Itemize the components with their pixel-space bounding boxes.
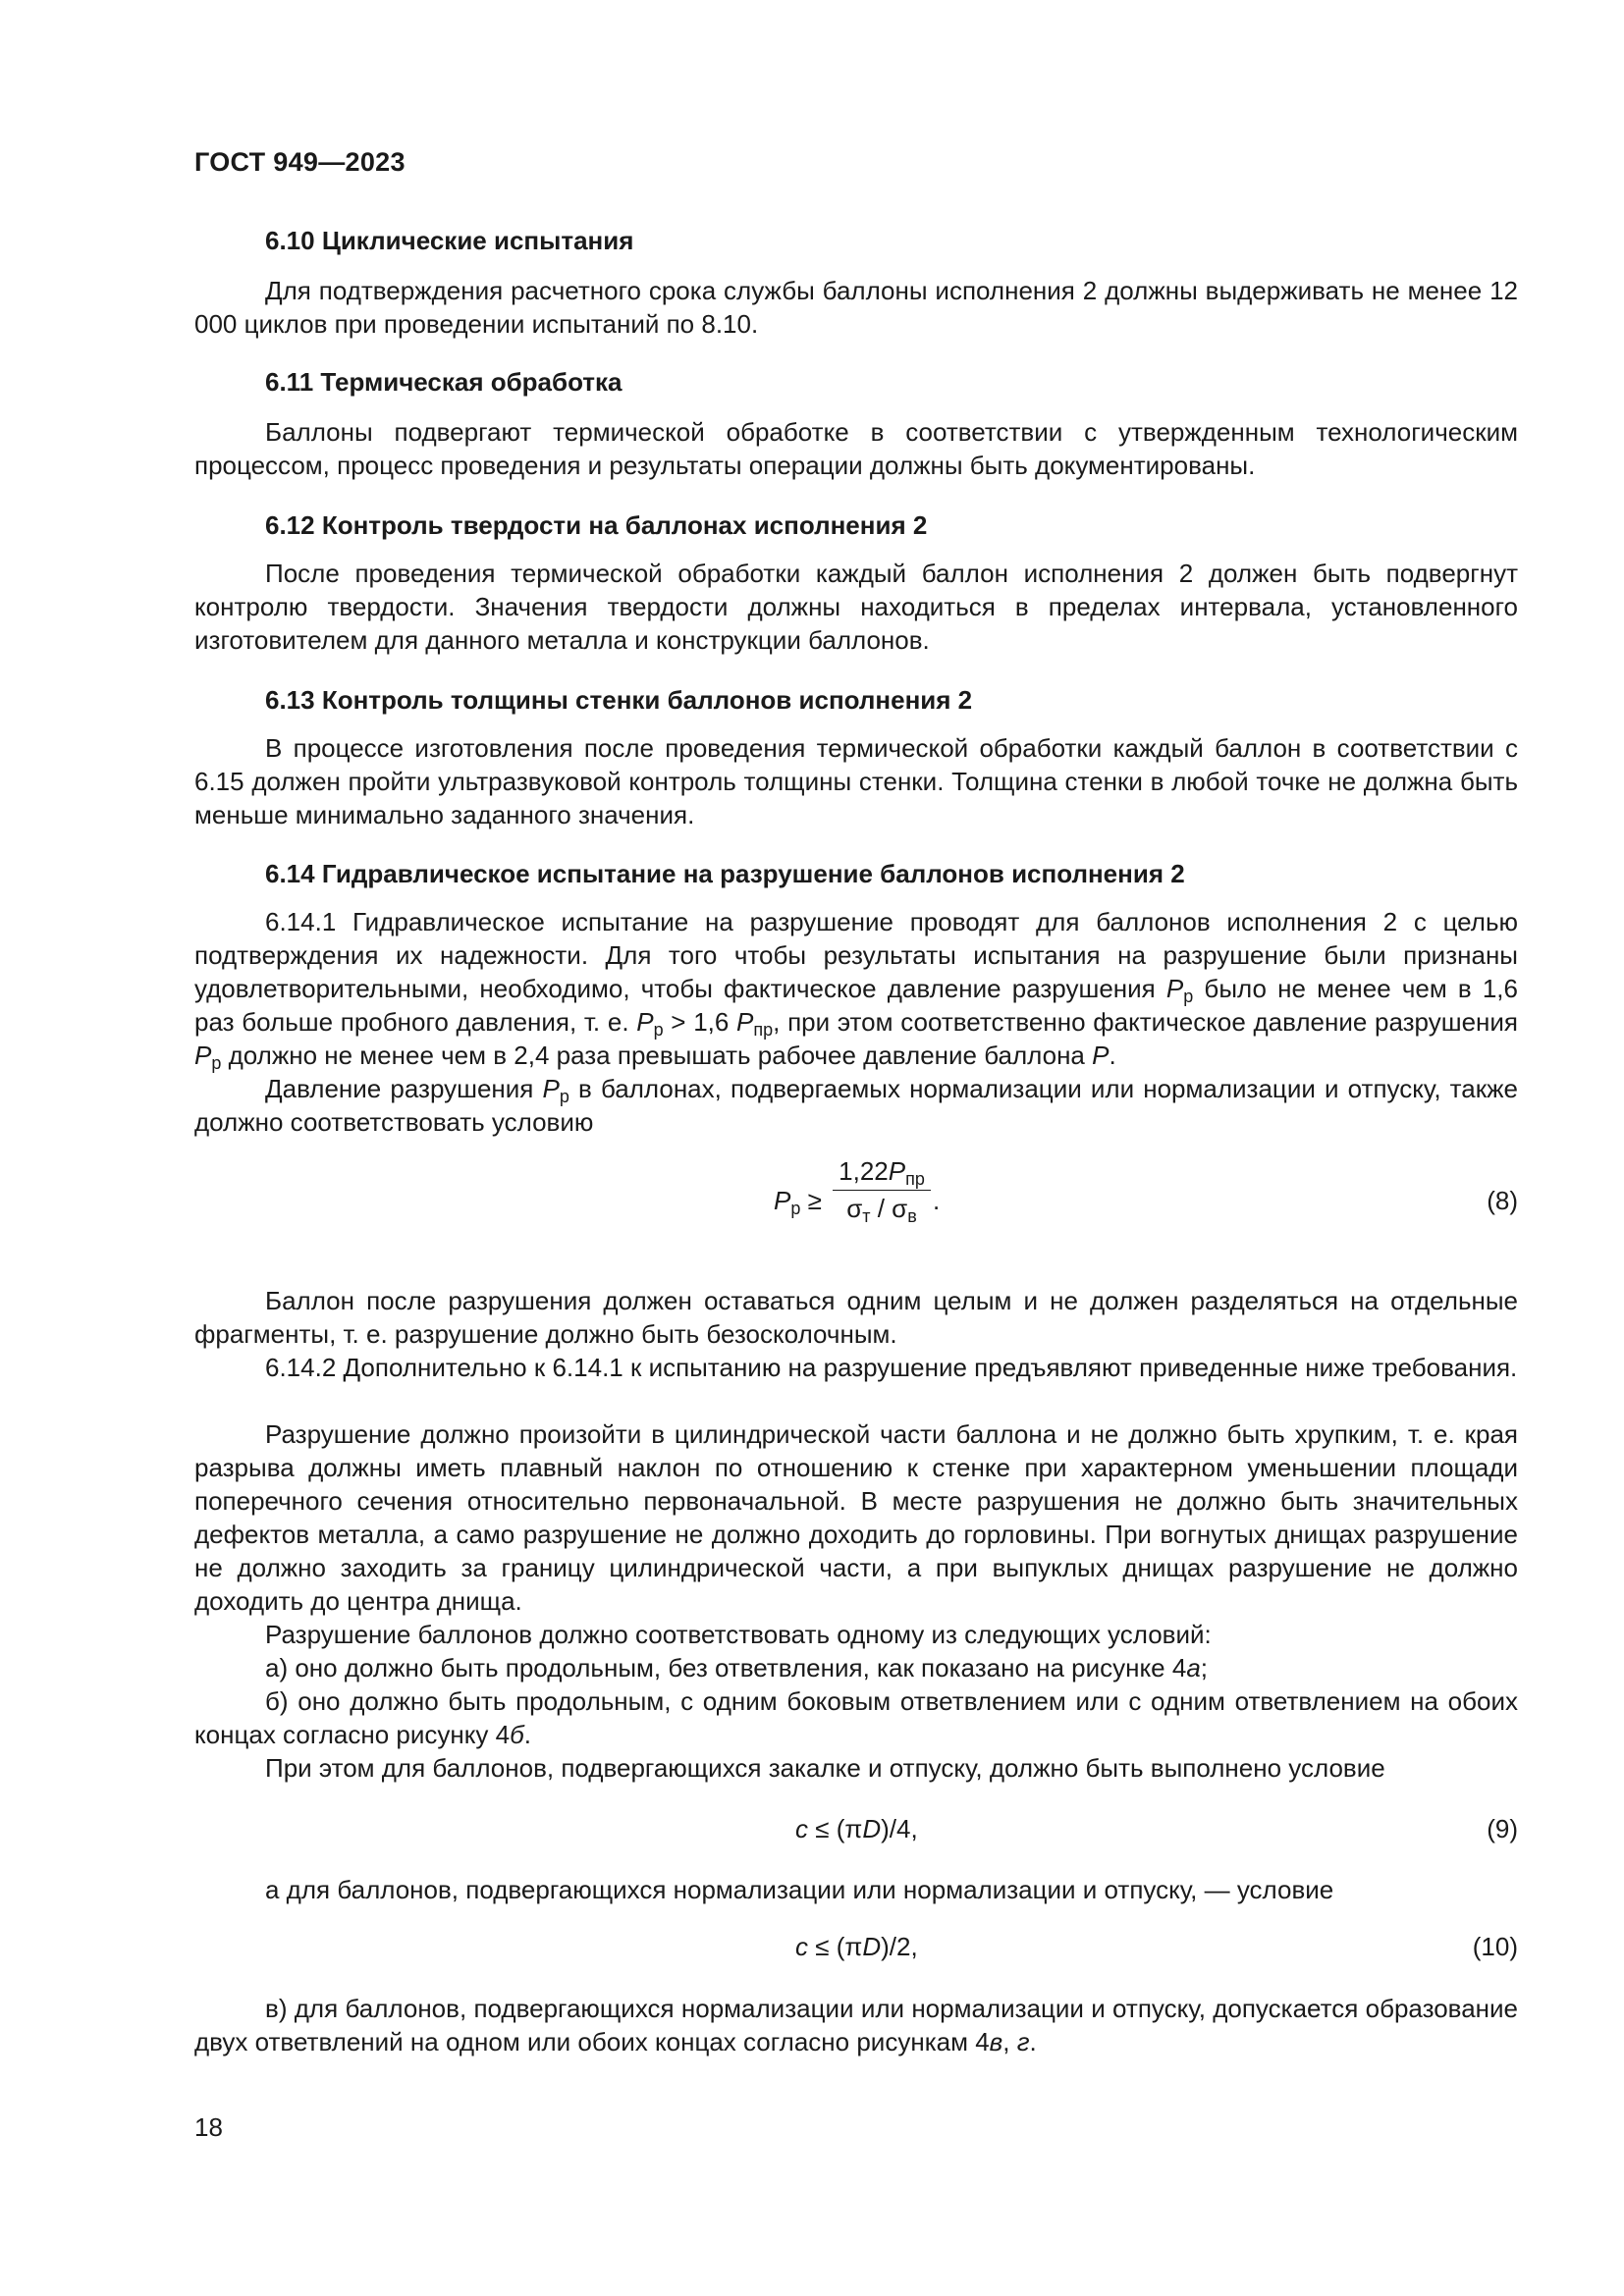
list-item-v: в) для баллонов, подвергающихся нормализации или нормализации и отпуску, допускается образование двух ответвлений на одном или обоих концах согласно рисункам 4в, г. [194, 1994, 1518, 2056]
paragraph-quench-condition: При этом для баллонов, подвергающихся закалке и отпуску, должно быть выполнено условие [265, 1753, 1385, 1783]
paragraph-no-fragments: Баллон после разрушения должен оставаться одним целым и не должен разделяться на отдельные фрагменты, т. е. разрушение должно быть безосколочным. [194, 1286, 1518, 1349]
formula-10-number: (10) [1472, 1932, 1518, 1961]
paragraph-normalization-condition: а для баллонов, подвергающихся нормализации или нормализации и отпуску, — условие [265, 1875, 1334, 1904]
paragraph-6-14-2: 6.14.2 Дополнительно к 6.14.1 к испытанию на разрушение предъявляют приведенные ниже требования. [265, 1353, 1518, 1382]
section-heading-6-12: 6.12 Контроль твердости на баллонах исполнения 2 [265, 510, 928, 540]
paragraph-conditions: Разрушение баллонов должно соответствовать одному из следующих условий: [265, 1620, 1212, 1649]
paragraph-6-14-1: 6.14.1 Гидравлическое испытание на разрушение проводят для баллонов исполнения 2 с целью подтверждения их надежности. Для того чтобы результаты испытания на разрушение были признаны удовлетворительными, необходимо, чтобы фактическое давление разрушения $P_р$ было не менее чем в 1,6 раз больше пробного давления, т. е. $P_р > 1,6$ $P_{пр}$, при этом соответственно фактическое давление разрушения $P_р$ должно не менее чем в 2,4 раза превышать рабочее давление баллона P. [194, 907, 1518, 1073]
formula-8-number: (8) [1487, 1186, 1518, 1215]
list-item-a: а) оно должно быть продольным, без ответвления, как показано на рисунке 4а; [265, 1653, 1209, 1682]
formula-9-expression: c ≤ (πD)/4, [795, 1814, 918, 1843]
formula-9-number: (9) [1487, 1814, 1518, 1843]
formula-10-expression: c ≤ (πD)/2, [795, 1932, 918, 1961]
document-header: ГОСТ 949—2023 [194, 147, 406, 177]
section-heading-6-10: 6.10 Циклические испытания [265, 226, 634, 255]
formula-8 [194, 1156, 1518, 1245]
paragraph-6-13: В процессе изготовления после проведения термической обработки каждый баллон в соответствии с 6.15 должен пройти ультразвуковой контроль толщины стенки. Толщина стенки в любой точке не должна быть меньше минимально заданного значения. [194, 733, 1518, 829]
formula-10 [194, 1932, 1518, 1971]
formula-8-dot: . [933, 1186, 941, 1215]
formula-9 [194, 1814, 1518, 1853]
list-item-b: б) оно должно быть продольным, с одним боковым ответвлением или с одним ответвлением на обоих концах согласно рисунку 4б. [194, 1686, 1518, 1749]
formula-8-numerator: $1,22P_{пр}$ [839, 1156, 925, 1189]
paragraph-burst-pressure: Давление разрушения $P_р$ в баллонах, подвергаемых нормализации или нормализации и отпуску, также должно соответствовать условию [194, 1074, 1518, 1137]
formula-8-lhs: $P_р$ ≥ [774, 1186, 822, 1218]
paragraph-6-11: Баллоны подвергают термической обработке в соответствии с утвержденным технологическим процессом, процесс проведения и результаты операции должны быть документированы. [194, 417, 1518, 480]
formula-8-denominator: $\sigma_т / \sigma_в$ [846, 1194, 917, 1226]
paragraph-6-12: После проведения термической обработки каждый баллон исполнения 2 должен быть подвергнут контролю твердости. Значения твердости должны находиться в пределах интервала, установленного изготовителем для данного металла и конструкции баллонов. [194, 559, 1518, 655]
formula-8-fraction [833, 1156, 931, 1224]
section-heading-6-11: 6.11 Термическая обработка [265, 367, 623, 397]
section-heading-6-14: 6.14 Гидравлическое испытание на разрушение баллонов исполнения 2 [265, 859, 1185, 888]
paragraph-fracture-requirements: Разрушение должно произойти в цилиндрической части баллона и не должно быть хрупким, т. е. края разрыва должны иметь плавный наклон по отношению к стенке при характерном уменьшении площади поперечного сечения относительно первоначальной. В месте разрушения не должно быть значительных дефектов металла, а само разрушение не должно доходить до горловины. При вогнутых днищах разрушение не должно заходить за границу цилиндрической части, а при выпуклых днищах разрушение не должно доходить до центра днища. [194, 1419, 1518, 1616]
section-heading-6-13: 6.13 Контроль толщины стенки баллонов исполнения 2 [265, 685, 973, 715]
page-number: 18 [194, 2112, 223, 2142]
fraction-bar [833, 1190, 931, 1191]
paragraph-6-10: Для подтверждения расчетного срока службы баллоны исполнения 2 должны выдерживать не менее 12 000 циклов при проведении испытаний по 8.10. [194, 276, 1518, 339]
